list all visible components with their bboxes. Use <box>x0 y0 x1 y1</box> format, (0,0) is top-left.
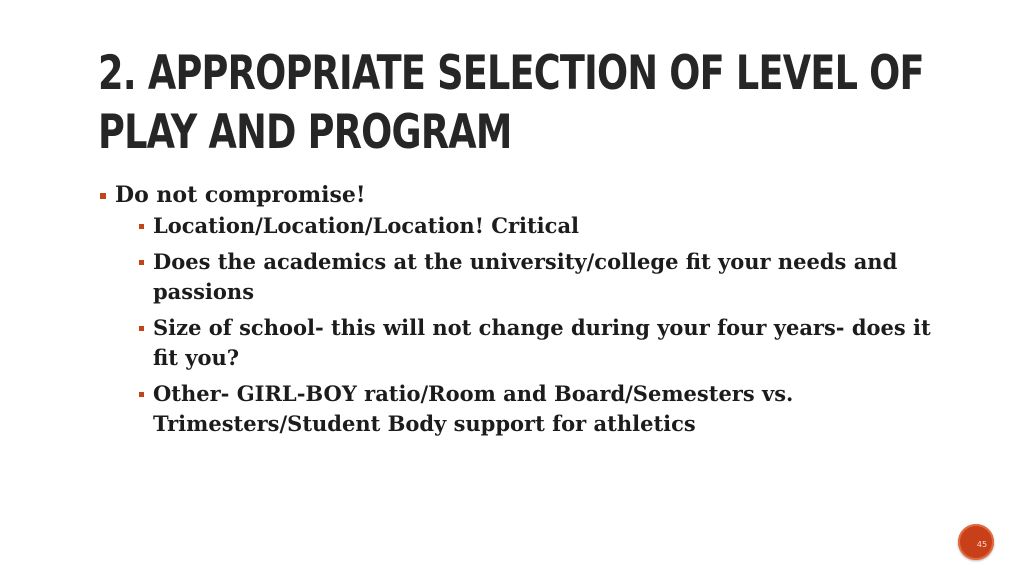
bullet-list <box>98 180 958 439</box>
square-bullet-icon <box>100 193 106 199</box>
sub-bullet-text: Size of school- this will not change during your four years- does it fit you? <box>153 315 931 370</box>
sub-bullet-location <box>137 211 958 241</box>
sub-bullet-text: Does the academics at the university/college fit your needs and passions <box>153 249 898 304</box>
bullet-text: Do not compromise! <box>115 182 366 208</box>
slide-title: 2. APPROPRIATE SELECTION OF LEVEL OF PLAY AND PROGRAM <box>98 46 924 160</box>
sub-bullet-other <box>137 379 958 439</box>
square-bullet-icon <box>139 260 144 265</box>
bullet-item-do-not-compromise <box>98 180 958 439</box>
slide-content <box>98 180 958 445</box>
sub-bullet-text: Location/Location/Location! Critical <box>153 213 580 238</box>
square-bullet-icon <box>139 392 144 397</box>
square-bullet-icon <box>139 326 144 331</box>
sub-bullet-academics <box>137 247 958 307</box>
sub-bullet-text: Other- GIRL-BOY ratio/Room and Board/Semesters vs. Trimesters/Student Body support for athletics <box>153 381 794 436</box>
sub-bullet-list <box>115 211 958 439</box>
sub-bullet-size <box>137 313 958 373</box>
slide-number: 45 <box>976 539 988 549</box>
slide-number-badge <box>958 524 994 560</box>
square-bullet-icon <box>139 224 144 229</box>
